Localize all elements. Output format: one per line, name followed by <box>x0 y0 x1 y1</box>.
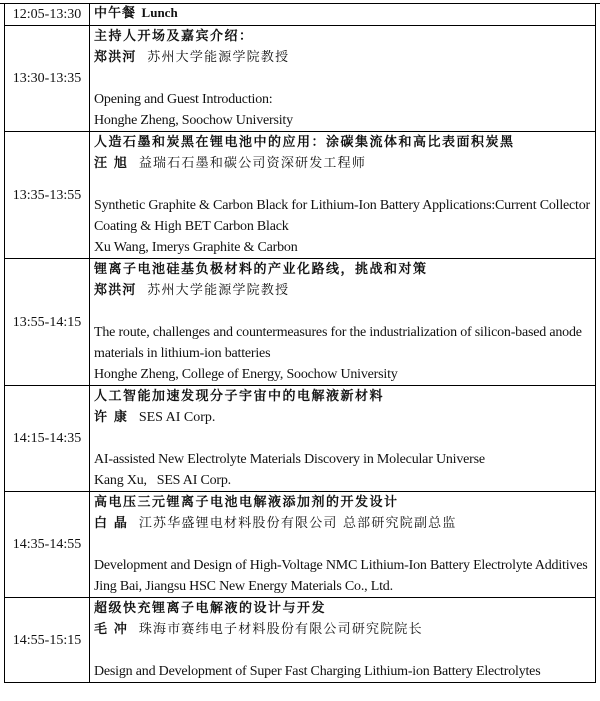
session-title-en: Design and Development of Super Fast Charging Lithium-ion Battery Electrolytes <box>94 664 541 679</box>
agenda-row <box>5 259 596 386</box>
speaker-cn <box>94 619 591 640</box>
speaker-cn <box>94 407 591 428</box>
session-title-en: The route, challenges and countermeasures for the industrialization of silicon-based anode materials in lithium-ion batteries <box>94 325 582 361</box>
agenda-row <box>5 26 596 132</box>
session-cell <box>90 492 596 598</box>
session-title-cn: 主持人开场及嘉宾介绍： <box>94 29 254 44</box>
speaker-affiliation-cn: 江苏华盛锂电材料股份有限公司 总部研究院副总监 <box>138 516 457 531</box>
speaker-name-cn: 郑洪河 <box>94 50 137 65</box>
lunch-label-en: Lunch <box>141 5 178 20</box>
session-title-en: Opening and Guest Introduction: <box>94 92 273 107</box>
session-title-cn: 人造石墨和炭黑在锂电池中的应用：涂碳集流体和高比表面积炭黑 <box>94 135 515 150</box>
speaker-name-cn: 汪 旭 <box>94 156 129 171</box>
speaker-affiliation-cn: 苏州大学能源学院教授 <box>147 283 290 298</box>
speaker-en: Xu Wang, Imerys Graphite & Carbon <box>94 240 298 255</box>
lunch-row <box>5 4 596 26</box>
session-title-en: AI-assisted New Electrolyte Materials Discovery in Molecular Universe <box>94 452 485 467</box>
speaker-affiliation-cn: 珠海市赛纬电子材料股份有限公司研究院院长 <box>138 622 423 637</box>
time-cell: 14:55-15:15 <box>5 598 90 683</box>
session-title-cn: 锂离子电池硅基负极材料的产业化路线，挑战和对策 <box>94 262 428 277</box>
time-cell: 14:35-14:55 <box>5 492 90 598</box>
session-cell <box>90 598 596 683</box>
speaker-name-cn: 许 康 <box>94 410 129 425</box>
speaker-cn <box>94 280 591 301</box>
speaker-en: Honghe Zheng, Soochow University <box>94 113 293 128</box>
session-title-en: Synthetic Graphite & Carbon Black for Lithium-Ion Battery Applications:Current Collector Coating & High BET Carbon Black <box>94 198 591 234</box>
time-cell: 13:35-13:55 <box>5 132 90 259</box>
speaker-en: Jing Bai, Jiangsu HSC New Energy Materials Co., Ltd. <box>94 579 393 594</box>
session-title-en: Development and Design of High-Voltage NMC Lithium-Ion Battery Electrolyte Additives <box>94 558 588 573</box>
speaker-name-cn: 郑洪河 <box>94 283 137 298</box>
agenda-table <box>4 3 596 683</box>
speaker-cn <box>94 153 591 174</box>
agenda-row <box>5 598 596 683</box>
speaker-affiliation-cn: 益瑞石石墨和碳公司资深研发工程师 <box>138 156 367 171</box>
time-cell: 13:55-14:15 <box>5 259 90 386</box>
time-cell: 14:15-14:35 <box>5 386 90 492</box>
speaker-affiliation-cn: SES AI Corp. <box>138 410 216 425</box>
time-cell: 13:30-13:35 <box>5 26 90 132</box>
session-title-cn: 人工智能加速发现分子宇宙中的电解液新材料 <box>94 389 385 404</box>
session-cell <box>90 259 596 386</box>
speaker-en: Kang Xu, SES AI Corp. <box>94 473 231 488</box>
agenda-row <box>5 132 596 259</box>
session-cell <box>90 26 596 132</box>
agenda-row <box>5 492 596 598</box>
time-cell: 12:05-13:30 <box>5 4 90 26</box>
speaker-name-cn: 毛 冲 <box>94 622 129 637</box>
session-cell <box>90 386 596 492</box>
session-title-cn: 高电压三元锂离子电池电解液添加剂的开发设计 <box>94 495 399 510</box>
session-cell <box>90 132 596 259</box>
speaker-cn <box>94 47 591 68</box>
speaker-cn <box>94 513 591 534</box>
lunch-cell <box>90 4 596 26</box>
speaker-affiliation-cn: 苏州大学能源学院教授 <box>147 50 290 65</box>
agenda-row <box>5 386 596 492</box>
lunch-label-cn: 中午餐 <box>94 6 137 21</box>
speaker-en: Honghe Zheng, College of Energy, Soochow University <box>94 367 398 382</box>
speaker-name-cn: 白 晶 <box>94 516 129 531</box>
session-title-cn: 超级快充锂离子电解液的设计与开发 <box>94 601 327 616</box>
